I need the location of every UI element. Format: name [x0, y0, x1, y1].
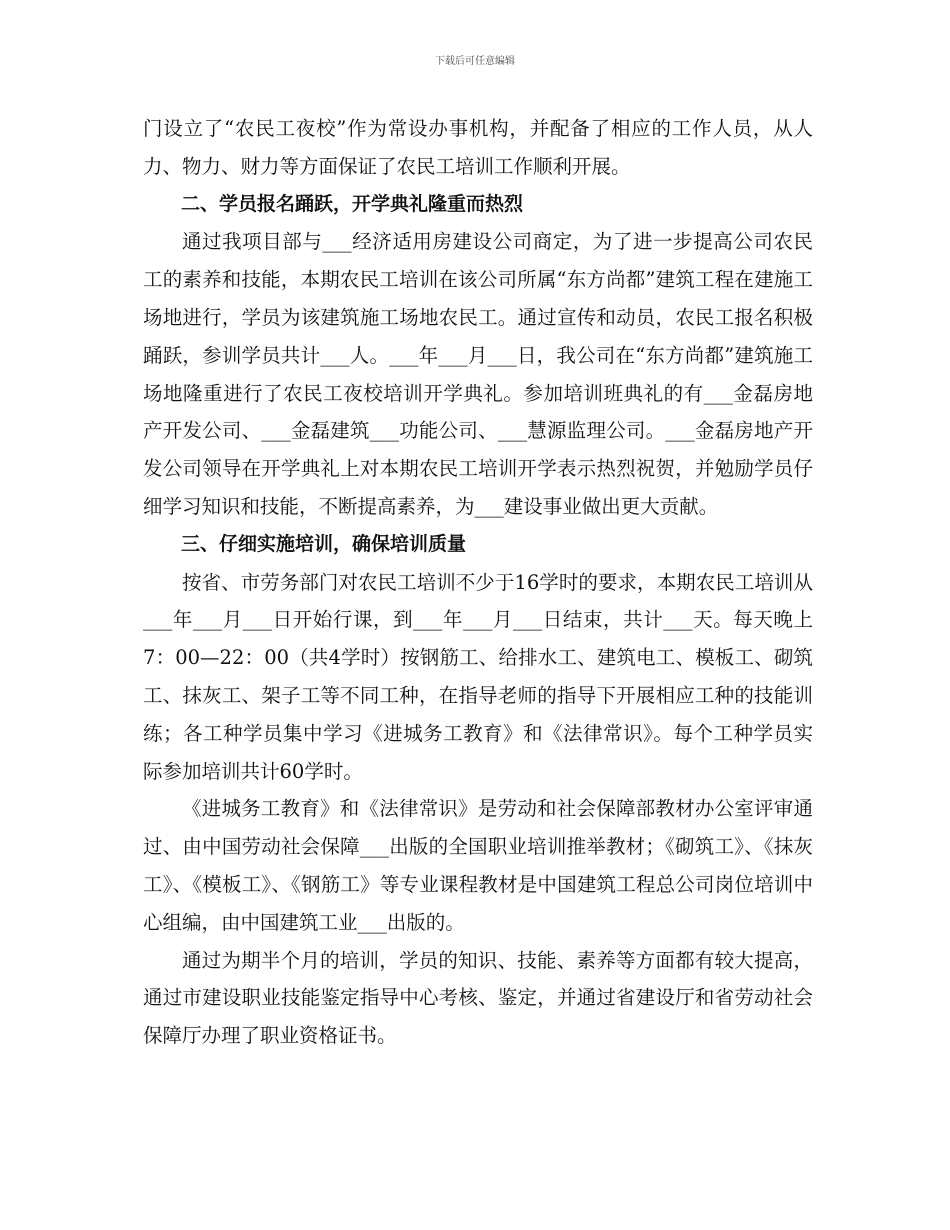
paragraph-enrollment: 通过我项目部与___经济适用房建设公司商定，为了进一步提高公司农民工的素养和技能，本期农民工培训在该公司所属“东方尚都”建筑工程在建施工场地进行，学员为该建筑施工场地农民工。通过宣传和动员，农民工报名积极踊跃，参训学员共计___人。___年___月___日，我公司在“东方尚都”建筑施工场地隆重进行了农民工夜校培训开学典礼。参加培训班典礼的有___金磊房地产开发公司、___金磊建筑___功能公司、___慧源监理公司。___金磊房地产开发公司领导在开学典礼上对本期农民工培训开学表示热烈祝贺，并勉励学员仔细学习知识和技能，不断提高素养，为___建设事业做出更大贡献。 — [143, 230, 813, 518]
paragraph-continued: 门设立了“农民工夜校”作为常设办事机构，并配备了相应的工作人员，从人力、物力、财力等方面保证了农民工培训工作顺利开展。 — [143, 117, 813, 178]
section-heading-2: 二、学员报名踊跃，开学典礼隆重而热烈 — [181, 192, 524, 215]
paragraph-training-schedule: 按省、市劳务部门对农民工培训不少于16学时的要求，本期农民工培训从___年___月___日开始行课，到___年___月___日结束，共计___天。每天晚上7：00—22：00（共4学时）按钢筋工、给排水工、建筑电工、模板工、砌筑工、抹灰工、架子工等不同工种，在指导老师的指导下开展相应工种的技能训练；各工种学员集中学习《进城务工教育》和《法律常识》。每个工种学员实际参加培训共计60学时。 — [143, 570, 813, 783]
page-header: 下载后可任意编辑 — [435, 56, 515, 67]
section-heading-3: 三、仔细实施培训，确保培训质量 — [181, 532, 467, 555]
paragraph-textbooks: 《进城务工教育》和《法律常识》是劳动和社会保障部教材办公室评审通过、由中国劳动社会保障___出版的全国职业培训推举教材；《砌筑工》、《抹灰工》、《模板工》、《钢筋工》等专业课程教材是中国建筑工程总公司岗位培训中心组编，由中国建筑工业___出版的。 — [143, 797, 813, 934]
paragraph-results: 通过为期半个月的培训，学员的知识、技能、素养等方面都有较大提高，通过市建设职业技能鉴定指导中心考核、鉴定，并通过省建设厅和省劳动社会保障厅办理了职业资格证书。 — [143, 948, 813, 1048]
document-body — [143, 110, 813, 1055]
